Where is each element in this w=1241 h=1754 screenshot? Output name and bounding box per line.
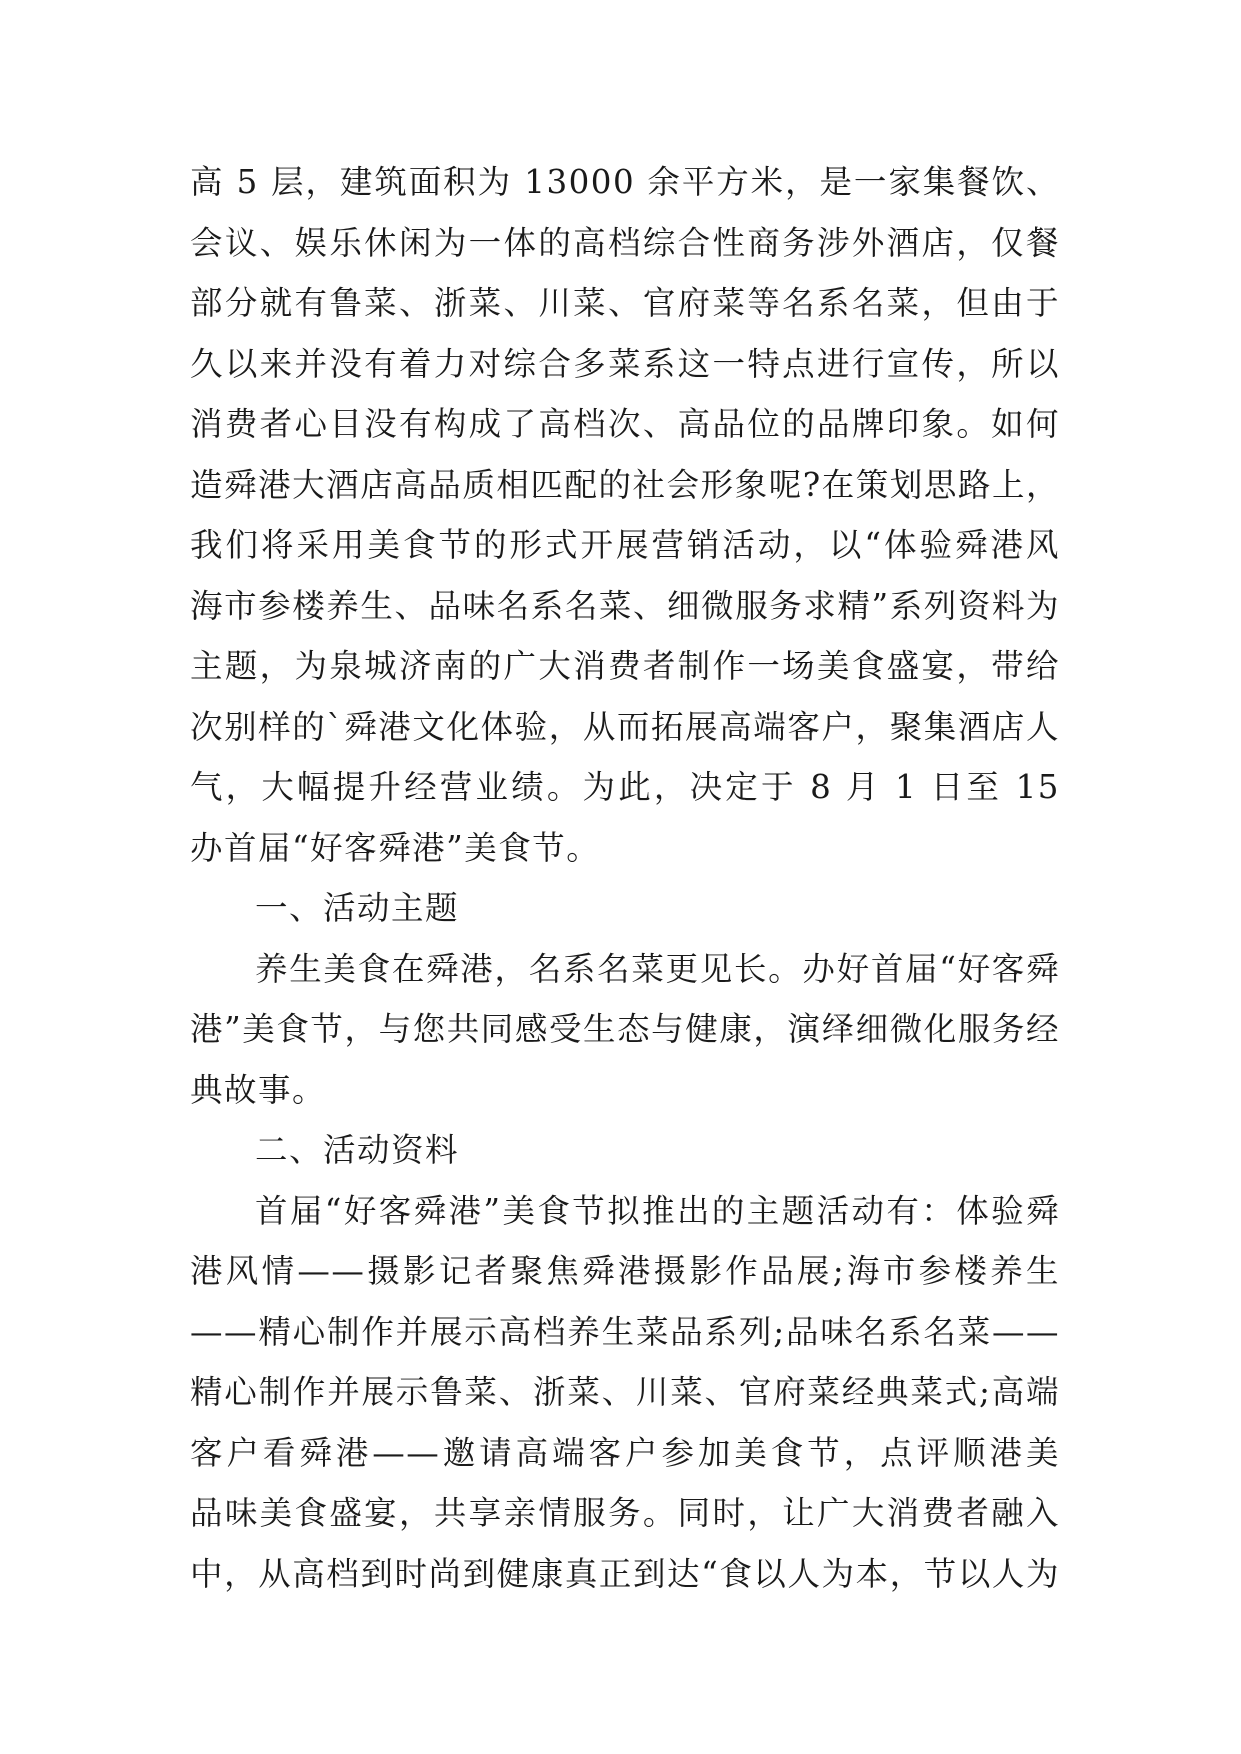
text-line: ——精心制作并展示高档养生菜品系列;品味名系名菜—— xyxy=(190,1312,1060,1351)
text-line: 港风情——摄影记者聚焦舜港摄影作品展;海市参楼养生 xyxy=(190,1252,1060,1290)
text-line: 办首届“好客舜港”美食节。 xyxy=(190,828,601,867)
text-line: 主题，为泉城济南的广大消费者制作一场美食盛宴，带给 xyxy=(190,647,1060,685)
text-line: 久以来并没有着力对综合多菜系这一特点进行宣传，所以 xyxy=(190,344,1060,383)
text-line: 会议、娱乐休闲为一体的高档综合性商务涉外酒店，仅餐 xyxy=(190,223,1060,262)
text-line: 海市参楼养生、品味名系名菜、细微服务求精”系列资料为 xyxy=(190,586,1060,625)
text-line: 造舜港大酒店高品质相匹配的社会形象呢?在策划思路上， xyxy=(190,465,1060,504)
text-line: 典故事。 xyxy=(190,1070,327,1109)
text-line: 消费者心目没有构成了高档次、高品位的品牌印象。如何 xyxy=(190,405,1060,443)
text-line: 精心制作并展示鲁菜、浙菜、川菜、官府菜经典菜式;高端 xyxy=(190,1373,1060,1411)
text-line: 次别样的`舜港文化体验，从而拓展高端客户，聚集酒店人 xyxy=(190,707,1060,746)
text-line: 二、活动资料 xyxy=(255,1131,460,1169)
text-line: 部分就有鲁菜、浙菜、川菜、官府菜等名系名菜，但由于 xyxy=(190,284,1060,322)
text-line: 一、活动主题 xyxy=(255,889,460,927)
text-line: 中，从高档到时尚到健康真正到达“食以人为本，节以人为 xyxy=(190,1554,1060,1593)
text-line: 港”美食节，与您共同感受生态与健康，演绎细微化服务经 xyxy=(190,1010,1060,1048)
text-line: 客户看舜港——邀请高端客户参加美食节，点评顺港美 xyxy=(190,1433,1060,1472)
text-line: 高 5 层，建筑面积为 13000 余平方米，是一家集餐饮、 xyxy=(190,163,1060,201)
text-line: 首届“好客舜港”美食节拟推出的主题活动有：体验舜 xyxy=(255,1191,1060,1230)
text-line: 品味美食盛宴，共享亲情服务。同时，让广大消费者融入 xyxy=(190,1494,1060,1532)
text-line: 我们将采用美食节的形式开展营销活动，以“体验舜港风 xyxy=(190,526,1060,564)
text-line: 养生美食在舜港，名系名菜更见长。办好首届“好客舜 xyxy=(255,949,1060,988)
document-body xyxy=(190,152,1060,1604)
text-line: 气，大幅提升经营业绩。为此，决定于 8 月 1 日至 15 xyxy=(190,768,1060,806)
